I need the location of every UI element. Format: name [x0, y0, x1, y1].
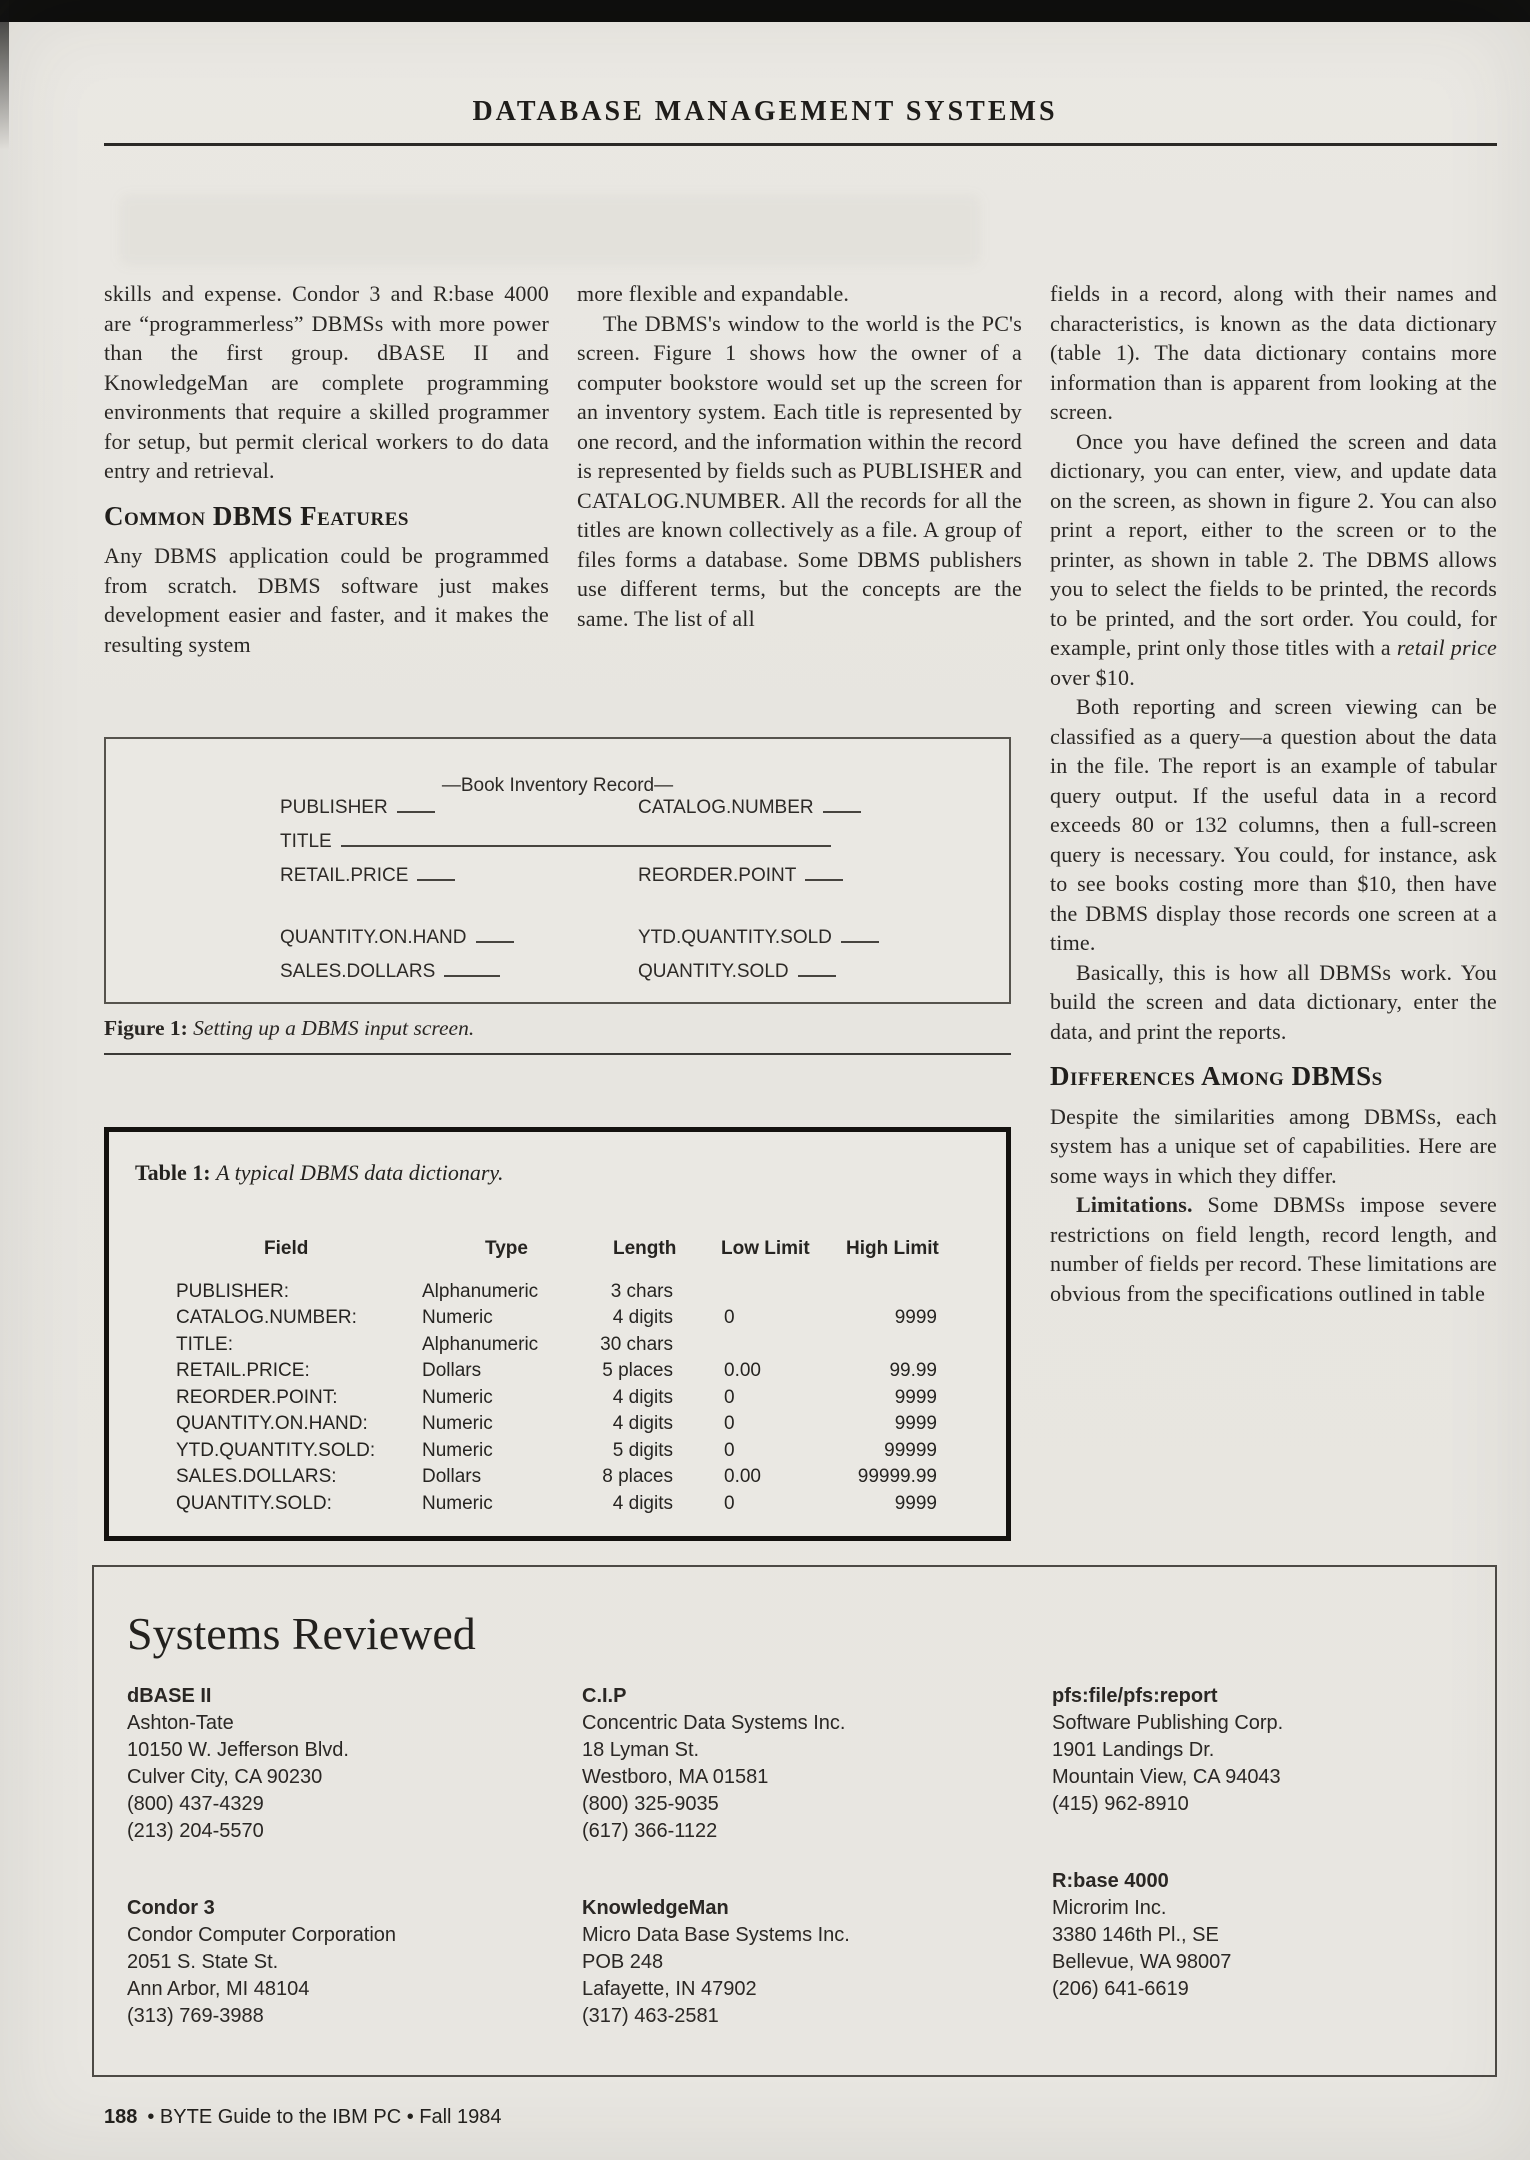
table-cell: Alphanumeric: [422, 1280, 539, 1302]
table-cell: Dollars: [422, 1466, 482, 1487]
address-line: Software Publishing Corp.: [1052, 1712, 1284, 1734]
table-1-data-dictionary: [104, 1127, 1011, 1541]
address-line: Westboro, MA 01581: [582, 1766, 769, 1788]
field-right: [638, 797, 861, 819]
body-column-2: [577, 279, 1022, 633]
footer-text: • BYTE Guide to the IBM PC • Fall 1984: [147, 2106, 502, 2128]
page-footer: [104, 2106, 502, 2129]
table-cell: TITLE:: [176, 1333, 234, 1355]
field-label: REORDER.POINT: [638, 865, 797, 886]
table-cell: SALES.DOLLARS:: [176, 1466, 337, 1487]
paragraph: [1050, 1190, 1497, 1308]
column-header-high-limit: High Limit: [846, 1238, 939, 1259]
address-line: Micro Data Base Systems Inc.: [582, 1924, 850, 1946]
section-heading-differences-among-dbmss: Differences Among DBMSs: [1050, 1061, 1383, 1091]
figure-record-title: —Book Inventory Record—: [441, 775, 674, 796]
field-label: RETAIL.PRICE: [280, 865, 409, 886]
fill-in-blank: [805, 867, 843, 881]
table-cell: Numeric: [422, 1386, 493, 1408]
table-cell: Numeric: [422, 1413, 493, 1434]
address-line: Culver City, CA 90230: [127, 1766, 323, 1788]
table-cell: 4 digits: [612, 1492, 673, 1514]
table-cell: 9999: [894, 1413, 937, 1434]
field-left: [280, 797, 435, 819]
address-line: (206) 641-6619: [1052, 1978, 1189, 2000]
header-rule: [104, 143, 1497, 146]
paragraph-text: Once you have defined the screen and data dictionary, you can enter, view, and update data on the screen, as shown in figure 2. You can also print a report, either to the screen or to the printer, as shown in table 2. The DBMS allows you to select the fields to be printed, the records to be printed, and the sort order. You could, for example, print only those titles with a: [1050, 428, 1497, 660]
table-cell: [834, 1332, 937, 1359]
figure-field-row: [280, 797, 993, 831]
system-entry-pfs-file-report: [1052, 1683, 1492, 1818]
address-line: 1901 Landings Dr.: [1052, 1739, 1215, 1761]
paragraph-text: Some DBMSs impose severe restrictions on field length, record length, and number of fields per record. These limitations are obvious from the specifications outlined in table: [1050, 1192, 1497, 1306]
paragraph: [1050, 427, 1497, 693]
table-cell: 0.00: [724, 1466, 761, 1487]
address-line: (317) 463-2581: [582, 2005, 719, 2027]
figure-1-caption: [104, 1016, 1011, 1041]
address-line: 3380 146th Pl., SE: [1052, 1924, 1219, 1946]
field-left: [280, 961, 500, 983]
address-line: (313) 769-3988: [127, 2005, 264, 2027]
table-cell: 5 places: [602, 1360, 673, 1381]
paragraph: skills and expense. Condor 3 and R:base 4000 are “programmerless” DBMSs with more power than the first group. dBASE II and KnowledgeMan are complete programming environments that require a skilled programmer for setup, but permit clerical workers to do data entry and retrieval.: [104, 281, 549, 483]
address-line: (617) 366-1122: [582, 1820, 718, 1842]
table-cell: 4 digits: [612, 1307, 673, 1328]
table-cell: REORDER.POINT:: [176, 1386, 338, 1408]
data-dictionary-grid: [176, 1236, 937, 1517]
system-entry-rbase-4000: [1052, 1868, 1492, 2003]
systems-column-2: [582, 1683, 1022, 2080]
table-cell: QUANTITY.ON.HAND:: [176, 1413, 368, 1434]
system-name: KnowledgeMan: [582, 1897, 729, 1919]
system-name: R:base 4000: [1052, 1870, 1169, 1892]
address-line: 2051 S. State St.: [127, 1951, 279, 1973]
system-entry-dbase-ii: [127, 1683, 567, 1845]
field-right: [638, 865, 843, 887]
address-line: (800) 437-4329: [127, 1793, 264, 1815]
table-cell: 9999: [894, 1386, 937, 1408]
figure-caption-label: Figure 1:: [104, 1016, 188, 1040]
table-cell: Numeric: [422, 1492, 493, 1514]
system-name: dBASE II: [127, 1685, 212, 1707]
figure-1-input-screen: [104, 737, 1011, 1004]
address-line: 18 Lyman St.: [582, 1739, 700, 1761]
fill-in-blank: [476, 929, 514, 943]
paragraph: Any DBMS application could be programmed from scratch. DBMS software just makes development easier and faster, and it makes the resulting system: [104, 543, 549, 657]
figure-caption-rule: [104, 1053, 1011, 1055]
address-line: 10150 W. Jefferson Blvd.: [127, 1739, 349, 1761]
table-cell: [673, 1279, 834, 1306]
table-caption-label: Table 1:: [135, 1160, 211, 1185]
field-left: [280, 831, 831, 853]
table-cell: 0: [724, 1413, 735, 1434]
field-label: PUBLISHER: [280, 797, 388, 818]
table-cell: QUANTITY.SOLD:: [176, 1492, 332, 1514]
page-bleed-artifact: [120, 195, 980, 265]
address-line: Concentric Data Systems Inc.: [582, 1712, 846, 1734]
field-left: [280, 865, 455, 887]
field-right: [638, 927, 879, 949]
bold-lead-limitations: Limitations.: [1076, 1192, 1193, 1217]
address-line: (800) 325-9035: [582, 1793, 719, 1815]
table-cell: 0: [724, 1439, 735, 1461]
field-label: SALES.DOLLARS: [280, 961, 436, 982]
table-cell: [673, 1332, 834, 1359]
fill-in-blank: [798, 963, 836, 977]
system-entry-cip: [582, 1683, 1022, 1845]
address-line: Bellevue, WA 98007: [1052, 1951, 1232, 1973]
table-cell: 9999: [894, 1307, 937, 1328]
body-column-1: [104, 279, 549, 659]
body-column-3: [1050, 279, 1497, 1308]
figure-row-spacer: [280, 899, 993, 927]
table-cell: 99.99: [889, 1360, 937, 1381]
field-left: [280, 927, 514, 949]
table-cell: 0: [724, 1307, 735, 1328]
paragraph: more flexible and expandable.: [577, 281, 850, 306]
table-cell: Numeric: [422, 1307, 493, 1328]
table-caption-text: A typical DBMS data dictionary.: [216, 1160, 504, 1185]
figure-field-row: [280, 927, 993, 961]
paragraph: The DBMS's window to the world is the PC's screen. Figure 1 shows how the owner of a computer bookstore would set up the screen for an inventory system. Each title is represented by one record, and the information within the record is represented by fields such as PUBLISHER and CATALOG.NUMBER. All the records for all the titles are known collectively as a file. A group of files forms a database. Some DBMS publishers use different terms, but the concepts are the same. The list of all: [577, 310, 1022, 631]
address-line: Ashton-Tate: [127, 1712, 234, 1734]
systems-column-1: [127, 1683, 567, 2080]
table-cell: 9999: [894, 1492, 937, 1514]
table-cell: 5 digits: [612, 1439, 673, 1461]
field-label: CATALOG.NUMBER: [638, 797, 814, 818]
page-number: 188: [104, 2106, 138, 2128]
systems-column-3: [1052, 1683, 1492, 2053]
field-label: YTD.QUANTITY.SOLD: [638, 927, 832, 948]
table-cell: YTD.QUANTITY.SOLD:: [176, 1439, 376, 1461]
table-cell: 99999: [884, 1439, 937, 1461]
column-header-field: Field: [264, 1238, 309, 1259]
paragraph: Basically, this is how all DBMSs work. You build the screen and data dictionary, enter the data, and print the reports.: [1050, 959, 1497, 1044]
table-cell: CATALOG.NUMBER:: [176, 1307, 357, 1328]
fill-in-blank: [341, 833, 831, 847]
table-cell: 0.00: [724, 1360, 761, 1381]
table-cell: [834, 1279, 937, 1306]
table-cell: Numeric: [422, 1439, 493, 1461]
address-line: Condor Computer Corporation: [127, 1924, 397, 1946]
address-line: Lafayette, IN 47902: [582, 1978, 757, 2000]
table-cell: Dollars: [422, 1360, 482, 1381]
address-line: Ann Arbor, MI 48104: [127, 1978, 310, 2000]
table-cell: PUBLISHER:: [176, 1280, 289, 1302]
fill-in-blank: [397, 799, 435, 813]
figure-field-row: [280, 865, 993, 899]
system-name: pfs:file/pfs:report: [1052, 1685, 1218, 1707]
paragraph-text: over $10.: [1050, 664, 1135, 690]
system-entry-knowledgeman: [582, 1895, 1022, 2030]
figure-caption-text: Setting up a DBMS input screen.: [193, 1016, 475, 1040]
system-name: Condor 3: [127, 1897, 215, 1919]
italic-phrase: retail price: [1396, 635, 1497, 660]
fill-in-blank: [823, 799, 861, 813]
fill-in-blank: [417, 867, 455, 881]
table-cell: 8 places: [602, 1466, 673, 1487]
table-cell: 0: [724, 1492, 735, 1514]
scan-top-bar: [0, 0, 1530, 22]
address-line: POB 248: [582, 1951, 664, 1973]
system-entry-condor-3: [127, 1895, 567, 2030]
systems-reviewed-title: Systems Reviewed: [127, 1608, 476, 1659]
page-title: DATABASE MANAGEMENT SYSTEMS: [472, 96, 1058, 127]
field-label: QUANTITY.SOLD: [638, 961, 789, 982]
table-cell: 4 digits: [612, 1386, 673, 1408]
address-line: (213) 204-5570: [127, 1820, 264, 1842]
field-right: [638, 961, 836, 983]
fill-in-blank: [444, 963, 500, 977]
fill-in-blank: [841, 929, 879, 943]
paragraph: Despite the similarities among DBMSs, each system has a unique set of capabilities. Here are some ways in which they differ.: [1050, 1103, 1497, 1188]
figure-field-row: [280, 831, 993, 865]
paragraph: fields in a record, along with their names and characteristics, is known as the data dictionary (table 1). The data dictionary contains more information than is apparent from looking at the screen.: [1050, 281, 1497, 424]
address-line: Mountain View, CA 94043: [1052, 1766, 1281, 1788]
table-cell: 99999.99: [857, 1466, 937, 1487]
column-header-length: Length: [613, 1238, 677, 1259]
table-cell: RETAIL.PRICE:: [176, 1360, 310, 1381]
systems-reviewed-box: [92, 1565, 1497, 2077]
column-header-low-limit: Low Limit: [721, 1238, 810, 1259]
paragraph: Both reporting and screen viewing can be classified as a query—a question about the data in the file. The report is an example of tabular query output. If the useful data in a record exceeds 80 or 132 columns, then a full-screen query is necessary. You could, for instance, ask to see books costing more than $10, then have the DBMS display those records one screen at a time.: [1050, 694, 1497, 955]
figure-field-rows: [280, 797, 993, 995]
figure-field-row: [280, 961, 993, 995]
column-header-type: Type: [485, 1238, 528, 1259]
table-1-caption: [135, 1160, 503, 1186]
table-cell: 3 chars: [610, 1280, 673, 1302]
system-name: C.I.P: [582, 1685, 627, 1707]
address-line: Microrim Inc.: [1052, 1897, 1167, 1919]
field-label: TITLE: [280, 831, 332, 852]
table-cell: 30 chars: [600, 1333, 673, 1355]
table-cell: 4 digits: [612, 1413, 673, 1434]
table-cell: 0: [724, 1386, 735, 1408]
field-label: QUANTITY.ON.HAND: [280, 927, 467, 948]
address-line: (415) 962-8910: [1052, 1793, 1189, 1815]
table-cell: Alphanumeric: [422, 1333, 539, 1355]
section-heading-common-dbms-features: Common DBMS Features: [104, 500, 409, 531]
